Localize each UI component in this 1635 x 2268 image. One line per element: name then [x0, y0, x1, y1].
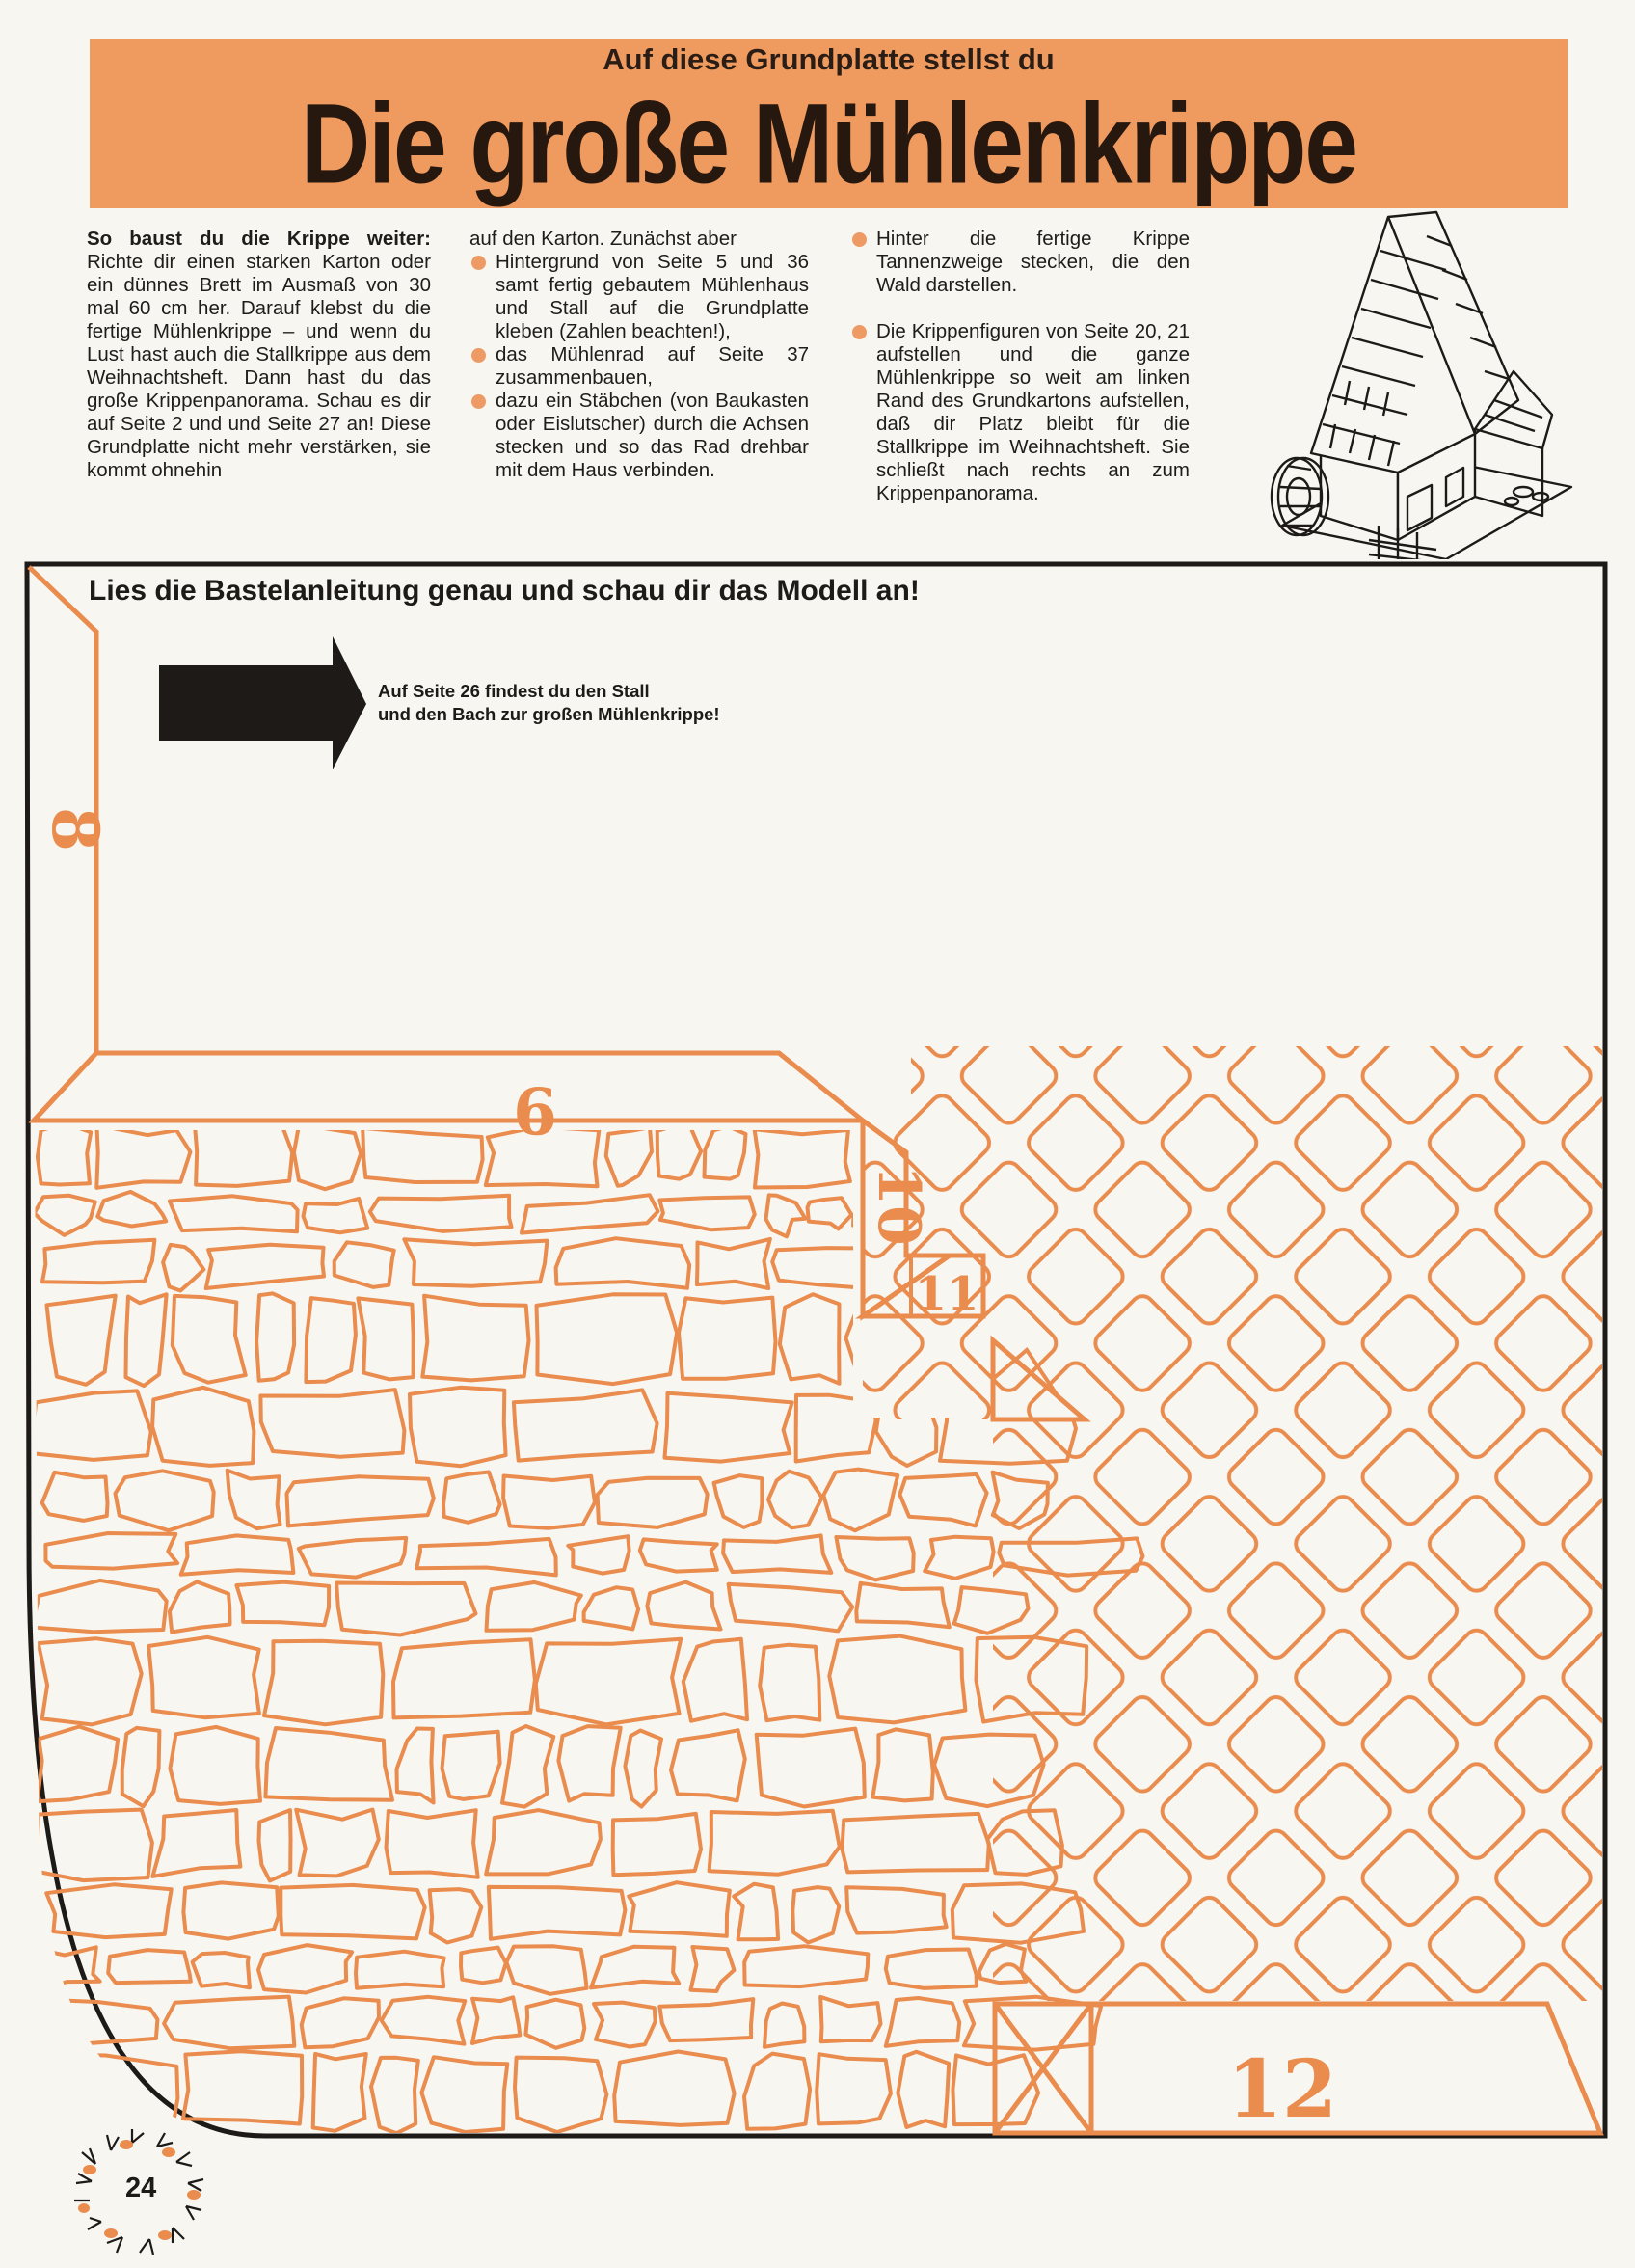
- cobblestone: [591, 1947, 679, 1988]
- cobblestone: [404, 1239, 547, 1286]
- board-instruction: Lies die Bastelanleitung genau und schau dir das Modell an!: [89, 575, 920, 607]
- cobblestone: [148, 1637, 259, 1717]
- cobblestone: [843, 1814, 989, 1873]
- cobblestone: [515, 2058, 606, 2132]
- bullet-item: das Mühlenrad auf Seite 37 zusammenbauen,: [469, 343, 809, 390]
- page-number: 24: [125, 2173, 157, 2203]
- cobblestone: [416, 1539, 556, 1576]
- cobblestone: [183, 2051, 302, 2123]
- cobblestone: [899, 1474, 986, 1526]
- cobblestone: [558, 1726, 620, 1800]
- cobblestone: [39, 1638, 142, 1724]
- cobblestone: [206, 1245, 324, 1288]
- board-note-line-1: Auf Seite 26 findest du den Stall: [378, 681, 650, 701]
- cobblestone: [362, 1128, 482, 1182]
- cobblestone: [925, 1537, 993, 1579]
- bullet-item: Die Krippenfiguren von Seite 20, 21 aufstellen und die ganze Mühlenkrippe so weit am linken Rand des Grundkartons aufstellen, daß dir Platz bleibt für die Stallkrippe im Weihnachtsheft. Sie schließt nach rechts an zum Krippenpanorama.: [850, 320, 1190, 505]
- cobblestone: [744, 2054, 810, 2129]
- cobblestone: [256, 1293, 294, 1380]
- cobblestone: [768, 1472, 822, 1528]
- cobblestone: [489, 1887, 626, 1939]
- cobblestone: [691, 1947, 735, 1991]
- label-12: 12: [1226, 2043, 1338, 2136]
- cobblestone: [657, 1127, 701, 1179]
- cobblestone: [356, 1952, 444, 1988]
- cobblestone: [33, 1390, 151, 1460]
- cobblestone: [671, 1730, 745, 1800]
- bullet-item: Hinter die fertige Krippe Tannenzweige stecken, die den Wald darstellen.: [850, 228, 1190, 297]
- cobblestone: [422, 1296, 528, 1381]
- cobblestone: [335, 1242, 394, 1287]
- cobblestone: [536, 1639, 682, 1725]
- cobblestone: [665, 1393, 792, 1462]
- cobblestone: [659, 1999, 753, 2040]
- cobblestone: [606, 1127, 652, 1186]
- cobblestone: [397, 1729, 434, 1803]
- cobblestone: [522, 1195, 658, 1232]
- cobblestone: [382, 1997, 466, 2044]
- cobblestone: [792, 1887, 839, 1942]
- cobblestone: [568, 1536, 629, 1573]
- cobblestone: [472, 1997, 520, 2043]
- cobblestone: [47, 1296, 116, 1385]
- cobblestone: [126, 1294, 167, 1386]
- cobblestone: [487, 1582, 581, 1631]
- cobblestone: [296, 1810, 379, 1876]
- cobblestone: [410, 1388, 506, 1466]
- cobblestone: [659, 1197, 755, 1229]
- cobblestone: [755, 1129, 850, 1187]
- cobblestone: [461, 1948, 506, 1984]
- cobblestone: [723, 1535, 831, 1573]
- cobblestone: [823, 1470, 898, 1531]
- cobblestone: [772, 1248, 871, 1288]
- cobblestone: [164, 1997, 294, 2049]
- cobblestone: [195, 1125, 292, 1186]
- cobblestone: [764, 2004, 804, 2047]
- cobblestone: [757, 1729, 865, 1807]
- cobblestone: [173, 1296, 246, 1383]
- cobblestone: [259, 1810, 291, 1880]
- cobblestone: [304, 1199, 368, 1232]
- cobblestone: [514, 1390, 657, 1460]
- cobblestone: [846, 1887, 946, 1932]
- cobblestone: [486, 1810, 601, 1874]
- cobblestone: [193, 1953, 250, 1987]
- cobblestone: [625, 1731, 661, 1807]
- cobblestone: [370, 1196, 512, 1231]
- column-2-intro: auf den Karton. Zunächst aber: [469, 228, 737, 250]
- cobblestone: [829, 1636, 965, 1723]
- cobblestone: [302, 1998, 379, 2047]
- cobblestone: [502, 1726, 553, 1807]
- cobblestone: [299, 1538, 406, 1578]
- label-8: 8: [38, 807, 113, 851]
- cobblestone: [181, 1535, 294, 1574]
- cobblestone: [265, 1728, 392, 1800]
- cobblestone: [614, 2052, 734, 2125]
- cobblestone: [714, 1475, 763, 1527]
- cobblestone: [744, 1946, 868, 1986]
- cobblestone: [38, 1123, 91, 1185]
- cobblestone: [613, 1814, 701, 1875]
- cobblestone: [683, 1639, 747, 1721]
- cobblestone: [42, 1240, 154, 1283]
- cobblestone: [817, 2054, 891, 2123]
- cobblestone: [503, 1476, 595, 1528]
- cobblestone: [38, 1727, 118, 1802]
- cobblestone: [886, 1950, 977, 1988]
- cobblestone: [836, 1537, 913, 1580]
- cobblestone: [371, 2058, 418, 2133]
- cobblestone: [393, 1639, 535, 1717]
- cobblestone: [679, 1298, 776, 1379]
- cobblestone: [313, 2054, 366, 2131]
- cobblestone: [152, 1810, 240, 1876]
- cobblestone: [640, 1539, 717, 1571]
- cobblestone: [183, 1882, 278, 1938]
- cobblestone: [766, 1195, 806, 1236]
- cobblestone: [306, 1298, 356, 1382]
- cobblestone: [886, 1998, 959, 2046]
- cobblestone: [49, 2055, 178, 2130]
- cobblestone: [45, 1533, 177, 1569]
- cobblestone: [594, 2003, 656, 2047]
- cobblestone: [170, 1727, 260, 1804]
- cobblestone: [35, 1196, 95, 1235]
- cobblestone: [729, 1584, 853, 1632]
- label-10: 10: [865, 1165, 932, 1246]
- cobblestone: [780, 1294, 840, 1384]
- cobblestone: [629, 1882, 730, 1936]
- cobblestone: [647, 1582, 720, 1630]
- cobblestone: [697, 1239, 770, 1288]
- column-1-heading: So baust du die Krippe weiter:: [87, 228, 431, 250]
- cobblestone: [258, 1945, 352, 1992]
- label-9: 9: [513, 1072, 557, 1148]
- right-arrow-icon: [159, 636, 366, 770]
- cobblestone: [760, 1645, 819, 1721]
- cobblestone: [705, 1126, 746, 1178]
- cobblestone: [30, 1947, 99, 1989]
- bullet-item: dazu ein Stäbchen (von Baukasten oder Eislutscher) durch die Achsen stecken und so das Rad drehbar mit dem Haus verbinden.: [469, 390, 809, 482]
- cobblestone: [122, 1728, 160, 1806]
- header-subtitle: Auf diese Grundplatte stellst du: [603, 42, 1055, 76]
- cobblestone: [97, 1192, 166, 1227]
- cobblestone: [443, 1472, 500, 1523]
- cobblestone: [872, 1729, 933, 1800]
- cobblestone: [358, 1298, 413, 1379]
- cobblestone: [820, 1997, 880, 2041]
- cobblestone: [170, 1196, 298, 1231]
- bullet-item: Hintergrund von Seite 5 und 36 samt fertig gebautem Mühlenhaus und Stall auf die Grundplatte kleben (Zahlen beachten!),: [469, 251, 809, 343]
- cobblestone: [556, 1238, 690, 1288]
- column-1-text: Richte dir einen starken Karton oder ein dünnes Brett im Ausmaß von 30 mal 60 cm her. Darauf klebst du die fertige Mühlenkrippe – und wenn du Lust hast auch die Stallkrippe aus dem Weihnachtsheft. Dann hast du das große Krippenpanorama. Schau es dir auf Seite 2 und und Seite 27 an! Diese Grundplatte nicht mehr verstärken, sie kommt ohnehin: [87, 251, 431, 481]
- cobblestone: [96, 1125, 190, 1188]
- cobblestone: [281, 1885, 424, 1939]
- cobblestone: [294, 1125, 361, 1189]
- cobblestone: [163, 1245, 203, 1291]
- header-title: Die große Mühlenkrippe: [300, 80, 1356, 208]
- cobblestone: [525, 2000, 584, 2048]
- cobblestone: [506, 1946, 586, 1994]
- cobblestone: [710, 1811, 840, 1875]
- cobblestone: [108, 1950, 191, 1983]
- cobblestone: [856, 1583, 950, 1628]
- label-11: 11: [914, 1267, 979, 1321]
- cobblestone: [152, 1388, 254, 1466]
- cobblestone: [734, 1884, 778, 1940]
- cobblestone: [421, 2057, 507, 2132]
- cobblestone: [537, 1294, 678, 1384]
- cobblestone: [116, 1471, 214, 1530]
- cobblestone: [264, 1641, 383, 1725]
- cobblestone: [598, 1478, 708, 1527]
- cobblestone: [260, 1390, 404, 1457]
- cobblestone: [898, 2052, 949, 2127]
- board-note: [378, 680, 720, 726]
- cobblestone: [287, 1476, 434, 1526]
- board-note-line-2: und den Bach zur großen Mühlenkrippe!: [378, 704, 720, 724]
- cobblestone: [387, 1810, 478, 1877]
- cobblestone: [430, 1889, 482, 1942]
- cobblestone: [336, 1583, 475, 1635]
- cobblestone: [228, 1471, 281, 1528]
- cobblestone: [584, 1587, 639, 1629]
- cobblestone: [808, 1198, 852, 1228]
- cobblestone: [442, 1732, 500, 1799]
- cobblestone: [170, 1581, 230, 1632]
- cobblestone: [236, 1582, 329, 1626]
- cobblestone: [31, 1580, 167, 1632]
- cobblestone: [42, 1472, 108, 1521]
